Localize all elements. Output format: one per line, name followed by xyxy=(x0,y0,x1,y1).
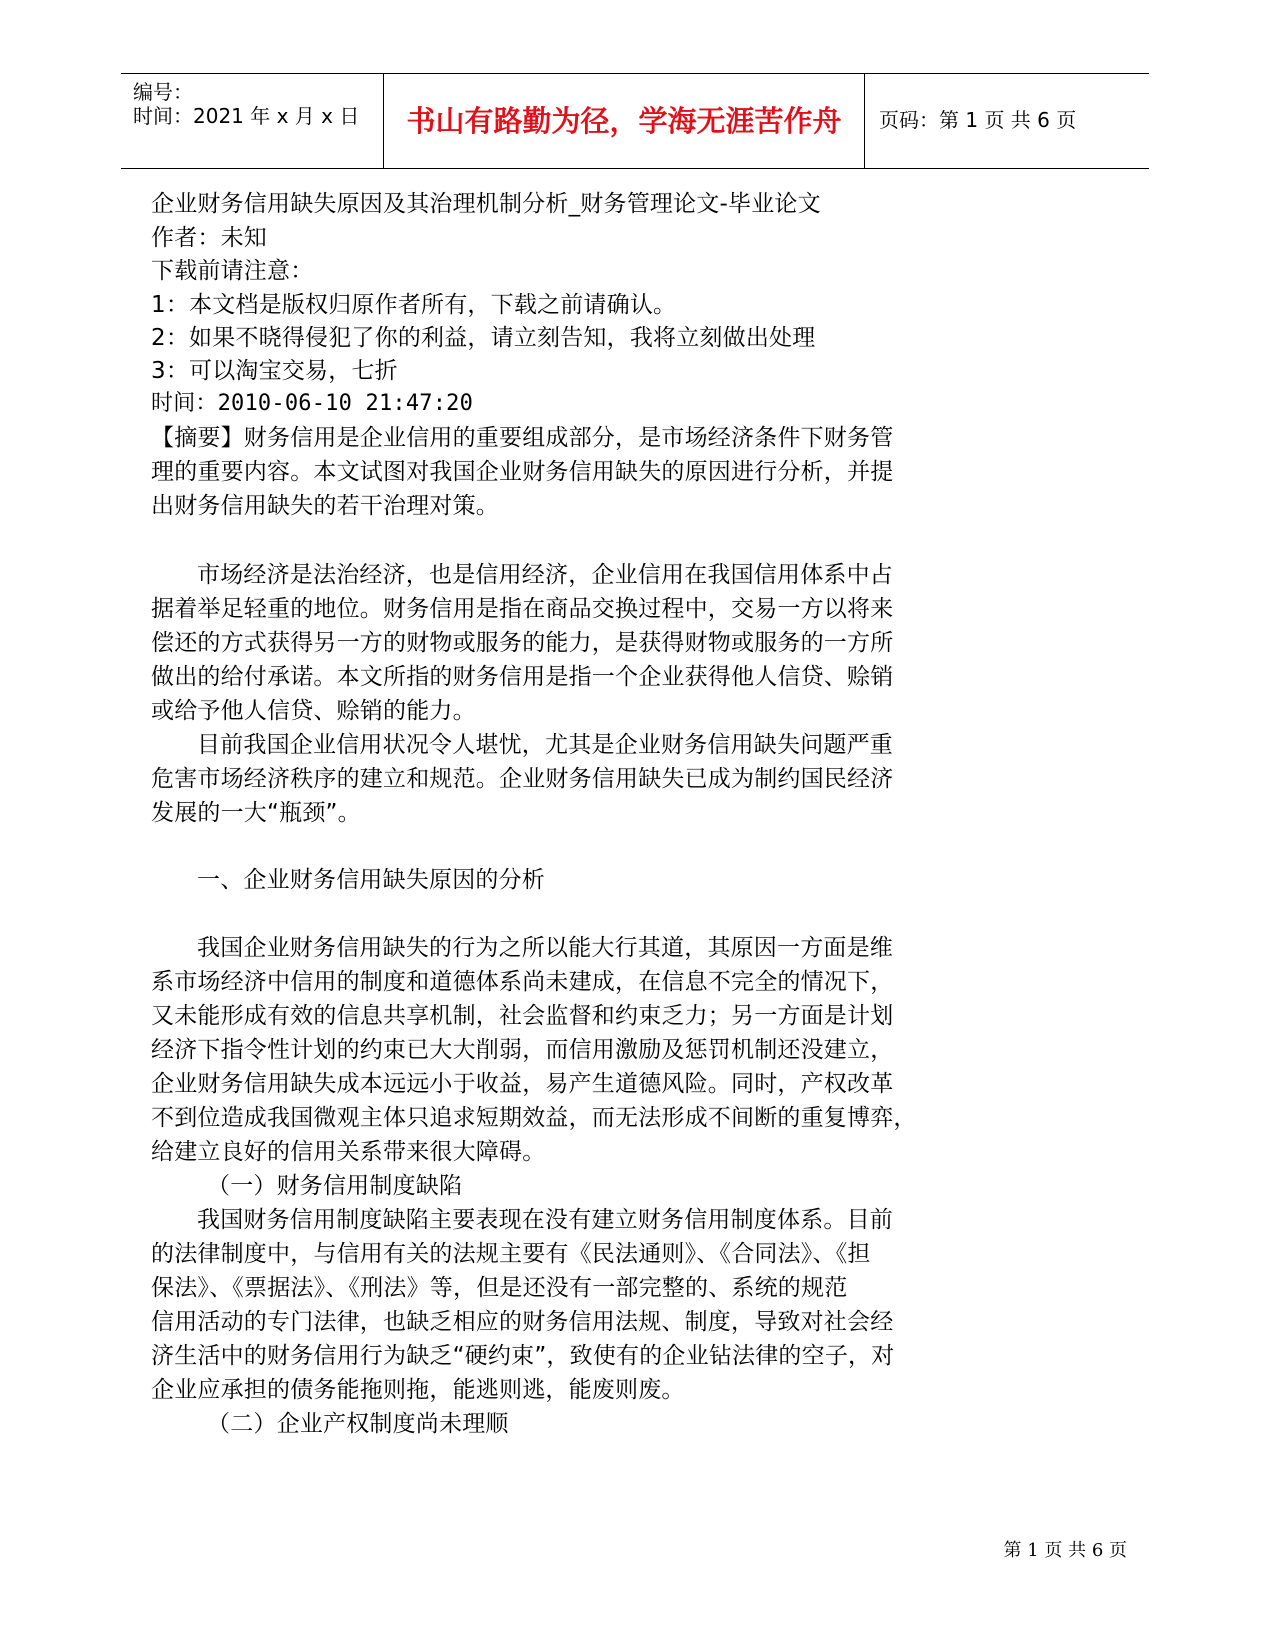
notice-item-1: 1：本文档是版权归原作者所有，下载之前请确认。 xyxy=(151,292,677,318)
paragraph-line: 不到位造成我国微观主体只追求短期效益，而无法形成不间断的重复博弈， xyxy=(151,1105,917,1131)
paragraph-line: 我国财务信用制度缺陷主要表现在没有建立财务信用制度体系。目前 xyxy=(197,1207,893,1233)
paragraph-line: 目前我国企业信用状况令人堪忧，尤其是企业财务信用缺失问题严重 xyxy=(197,732,893,758)
paragraph-line: 市场经济是法治经济，也是信用经济，企业信用在我国信用体系中占 xyxy=(197,562,893,588)
notice-item-2: 2：如果不晓得侵犯了你的利益，请立刻告知，我将立刻做出处理 xyxy=(151,325,816,351)
paragraph-line: 信用活动的专门法律，也缺乏相应的财务信用法规、制度，导致对社会经 xyxy=(151,1309,894,1335)
paragraph-line: 的法律制度中，与信用有关的法规主要有《民法通则》、《合同法》、《担 xyxy=(151,1241,871,1267)
abstract-line: 理的重要内容。本文试图对我国企业财务信用缺失的原因进行分析，并提 xyxy=(151,459,894,485)
paragraph-line: 又未能形成有效的信息共享机制，社会监督和约束乏力；另一方面是计划 xyxy=(151,1003,894,1029)
header-motto-cell xyxy=(384,74,865,168)
header-time-label: 时间：2021 年 x 月 x 日 xyxy=(133,104,360,128)
abstract-line: 【摘要】财务信用是企业信用的重要组成部分，是市场经济条件下财务管 xyxy=(151,425,894,451)
paragraph-line: 据着举足轻重的地位。财务信用是指在商品交换过程中，交易一方以将来 xyxy=(151,596,894,622)
document-header xyxy=(121,73,1149,169)
document-time: 时间：2010-06-10 21:47:20 xyxy=(151,391,474,416)
paragraph-line: 或给予他人信贷、赊销的能力。 xyxy=(151,698,476,724)
subsection-heading: （二）企业产权制度尚未理顺 xyxy=(207,1411,509,1437)
header-page-info: 页码：第 1 页 共 6 页 xyxy=(879,108,1077,132)
notice-heading: 下载前请注意： xyxy=(151,258,314,284)
footer-page-number: 第 1 页 共 6 页 xyxy=(1003,1540,1127,1561)
abstract-line: 出财务信用缺失的若干治理对策。 xyxy=(151,493,499,519)
paragraph-line: 保法》、《票据法》、《刑法》等，但是还没有一部完整的、系统的规范 xyxy=(151,1275,848,1301)
subsection-heading: （一）财务信用制度缺陷 xyxy=(207,1173,463,1199)
paragraph-line: 系市场经济中信用的制度和道德体系尚未建成，在信息不完全的情况下， xyxy=(151,969,894,995)
notice-item-3: 3：可以淘宝交易，七折 xyxy=(151,358,398,384)
header-meta-cell xyxy=(121,74,384,168)
paragraph-line: 企业财务信用缺失成本远远小于收益，易产生道德风险。同时，产权改革 xyxy=(151,1071,894,1097)
paragraph-line: 偿还的方式获得另一方的财物或服务的能力，是获得财物或服务的一方所 xyxy=(151,630,894,656)
header-number-label: 编号： xyxy=(133,80,193,104)
document-author: 作者：未知 xyxy=(151,225,267,251)
paragraph-line: 企业应承担的债务能拖则拖，能逃则逃，能废则废。 xyxy=(151,1377,685,1403)
header-motto: 书山有路勤为径，学海无涯苦作舟 xyxy=(406,104,842,138)
section-heading: 一、企业财务信用缺失原因的分析 xyxy=(197,867,545,893)
paragraph-line: 经济下指令性计划的约束已大大削弱，而信用激励及惩罚机制还没建立， xyxy=(151,1037,894,1063)
header-page-cell xyxy=(865,74,1149,168)
paragraph-line: 我国企业财务信用缺失的行为之所以能大行其道，其原因一方面是维 xyxy=(197,935,893,961)
document-title: 企业财务信用缺失原因及其治理机制分析_财务管理论文-毕业论文 xyxy=(151,191,821,217)
paragraph-line: 发展的一大“瓶颈”。 xyxy=(151,800,361,826)
paragraph-line: 做出的给付承诺。本文所指的财务信用是指一个企业获得他人信贷、赊销 xyxy=(151,664,894,690)
paragraph-line: 危害市场经济秩序的建立和规范。企业财务信用缺失已成为制约国民经济 xyxy=(151,766,894,792)
paragraph-line: 济生活中的财务信用行为缺乏“硬约束”，致使有的企业钻法律的空子，对 xyxy=(151,1343,895,1369)
paragraph-line: 给建立良好的信用关系带来很大障碍。 xyxy=(151,1139,546,1165)
